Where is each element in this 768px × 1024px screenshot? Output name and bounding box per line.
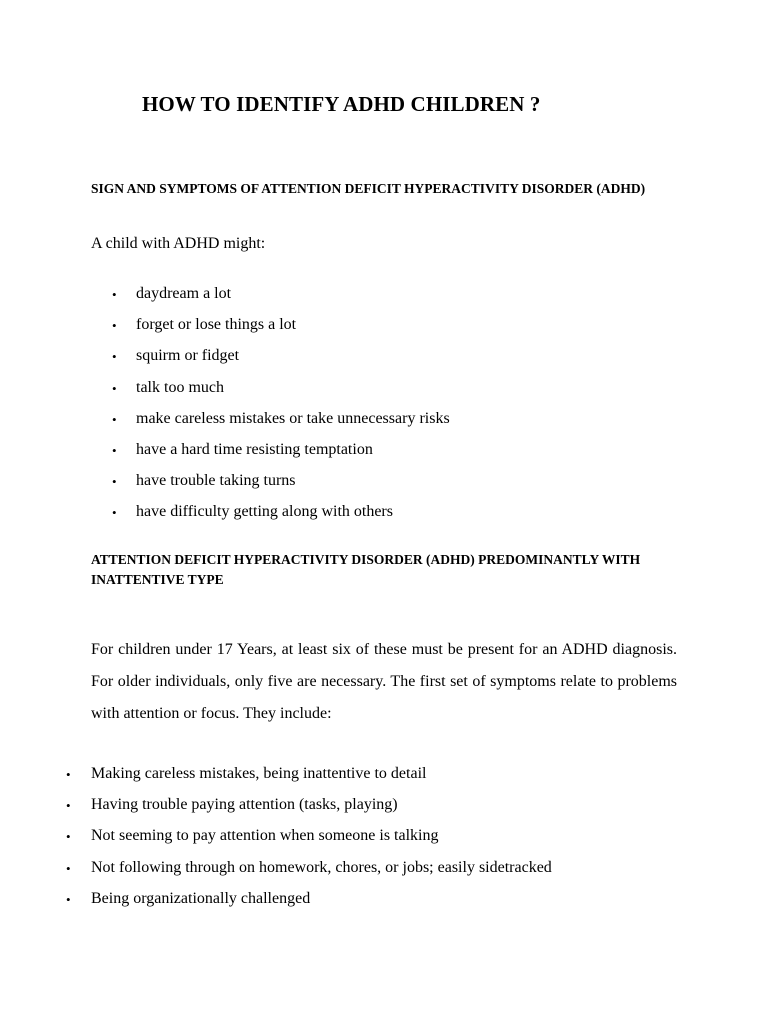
list-item-text: have trouble taking turns (136, 472, 296, 490)
list-item (112, 471, 450, 502)
symptom-list (112, 284, 450, 534)
list-item (112, 409, 450, 440)
list-item-text: talk too much (136, 378, 224, 396)
list-item (112, 284, 450, 315)
list-item-text: Being organizationally challenged (91, 889, 311, 907)
list-item-text: Not following through on homework, chores, or jobs; easily sidetracked (91, 858, 552, 876)
list-item-text: Not seeming to pay attention when someone is talking (91, 827, 439, 845)
bullet-icon: • (112, 442, 117, 458)
section-heading-symptoms: SIGN AND SYMPTOMS OF ATTENTION DEFICIT HYPERACTIVITY DISORDER (ADHD) (91, 181, 646, 196)
bullet-icon: • (66, 767, 71, 782)
list-item (66, 858, 552, 889)
list-item-text: have difficulty getting along with others (136, 503, 393, 521)
list-item-text: Making careless mistakes, being inattentive to detail (91, 765, 427, 782)
bullet-icon: • (66, 798, 71, 814)
list-item (112, 315, 450, 346)
section-heading-inattentive-type: ATTENTION DEFICIT HYPERACTIVITY DISORDER (ADHD) PREDOMINANTLY WITH INATTENTIVE TYPE (91, 552, 641, 587)
list-item (112, 502, 450, 533)
page-title: HOW TO IDENTIFY ADHD CHILDREN ? (142, 92, 541, 116)
list-item-text: daydream a lot (136, 285, 232, 302)
list-item (66, 826, 552, 857)
list-item (112, 440, 450, 471)
bullet-icon: • (112, 474, 117, 490)
list-item-text: Having trouble paying attention (tasks, playing) (91, 796, 398, 814)
bullet-icon: • (112, 411, 117, 427)
bullet-icon: • (112, 505, 117, 521)
list-item-text: have a hard time resisting temptation (136, 440, 373, 458)
bullet-icon: • (66, 891, 71, 907)
list-item (66, 889, 552, 920)
diagnosis-paragraph: For children under 17 Years, at least six of these must be present for an ADHD diagnosis. For older individuals, only five are necessary. The first set of symptoms relate to problems with attention or focus. They include: (91, 641, 677, 722)
bullet-icon: • (66, 860, 71, 876)
bullet-icon: • (112, 287, 117, 302)
list-item (112, 378, 450, 409)
intro-text: A child with ADHD might: (91, 235, 266, 252)
bullet-icon: • (112, 318, 117, 334)
list-item-text: forget or lose things a lot (136, 316, 297, 334)
list-item-text: make careless mistakes or take unnecessary risks (136, 409, 450, 427)
bullet-icon: • (112, 349, 117, 365)
inattentive-symptom-list (66, 764, 552, 920)
list-item (66, 764, 552, 795)
list-item-text: squirm or fidget (136, 347, 240, 365)
list-item (66, 795, 552, 826)
bullet-icon: • (66, 829, 71, 845)
bullet-icon: • (112, 380, 117, 396)
list-item (112, 346, 450, 377)
